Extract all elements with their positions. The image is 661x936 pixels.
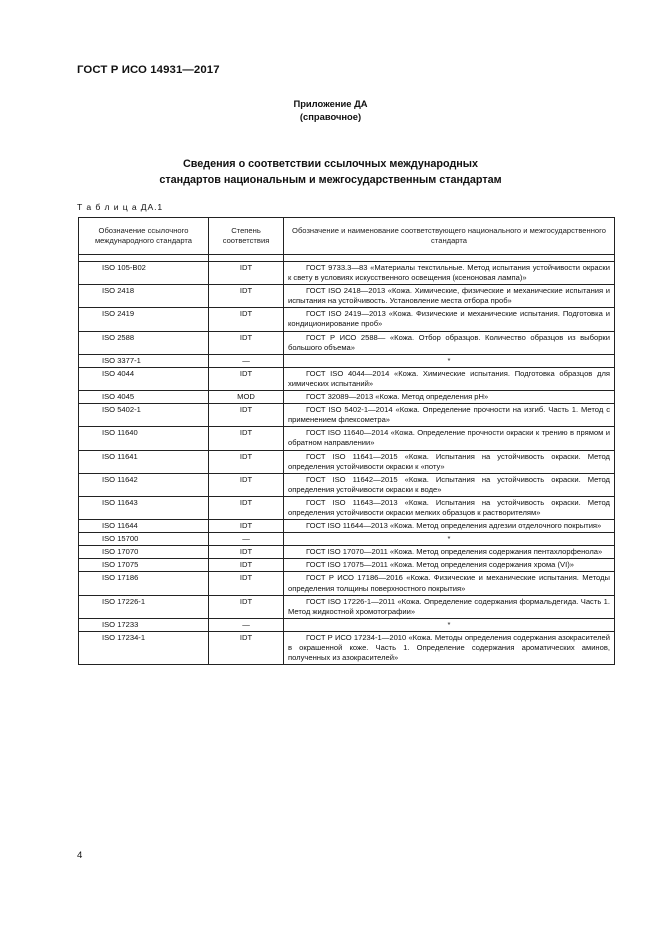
table-row bbox=[79, 595, 615, 618]
cell-international-standard: ISO 17186 bbox=[79, 572, 209, 595]
table-row bbox=[79, 404, 615, 427]
section-title-line-2: стандартов национальным и межгосударственным стандартам bbox=[159, 174, 502, 186]
table-row bbox=[79, 354, 615, 367]
table-body bbox=[79, 255, 615, 665]
column-header-national: Обозначение и наименование соответствующего национального и межгосударственного стандарта bbox=[284, 218, 615, 255]
table-row bbox=[79, 546, 615, 559]
cell-international-standard: ISO 17234-1 bbox=[79, 631, 209, 664]
cell-degree: MOD bbox=[209, 391, 284, 404]
table-row bbox=[79, 520, 615, 533]
cell-degree: IDT bbox=[209, 262, 284, 285]
table-row bbox=[79, 618, 615, 631]
cell-international-standard: ISO 11640 bbox=[79, 427, 209, 450]
table-header-row bbox=[79, 218, 615, 255]
table-row bbox=[79, 285, 615, 308]
document-code: ГОСТ Р ИСО 14931—2017 bbox=[77, 64, 220, 76]
cell-national-standard: ГОСТ ISO 11643—2013 «Кожа. Испытания на устойчивость окраски. Метод определения устойчивости окраски мелких образцов к растворителям» bbox=[284, 496, 615, 519]
cell-degree: IDT bbox=[209, 559, 284, 572]
cell-international-standard: ISO 11642 bbox=[79, 473, 209, 496]
cell-degree: IDT bbox=[209, 473, 284, 496]
cell-international-standard: ISO 2418 bbox=[79, 285, 209, 308]
annex-title: Приложение ДА bbox=[293, 98, 368, 109]
cell-international-standard: ISO 4044 bbox=[79, 367, 209, 390]
cell-international-standard: ISO 5402-1 bbox=[79, 404, 209, 427]
cell-degree: IDT bbox=[209, 427, 284, 450]
table-row bbox=[79, 533, 615, 546]
cell-national-standard: * bbox=[284, 533, 615, 546]
cell-national-standard: ГОСТ ISO 11641—2015 «Кожа. Испытания на устойчивость окраски. Метод определения устойчивости окраски к «поту» bbox=[284, 450, 615, 473]
cell-international-standard: ISO 15700 bbox=[79, 533, 209, 546]
cell-international-standard: ISO 17070 bbox=[79, 546, 209, 559]
cell-national-standard: ГОСТ ISO 17226-1—2011 «Кожа. Определение содержания формальдегида. Часть 1. Метод жидкостной хромотографии» bbox=[284, 595, 615, 618]
cell-national-standard: ГОСТ ISO 5402-1—2014 «Кожа. Определение прочности на изгиб. Часть 1. Метод с применением флексометра» bbox=[284, 404, 615, 427]
table-row bbox=[79, 496, 615, 519]
cell-national-standard: ГОСТ ISO 11642—2015 «Кожа. Испытания на устойчивость окраски. Метод определения устойчивости окраски к воде» bbox=[284, 473, 615, 496]
cell-degree: IDT bbox=[209, 367, 284, 390]
cell-national-standard: ГОСТ ISO 2419—2013 «Кожа. Физические и механические испытания. Подготовка и кондиционирование проб» bbox=[284, 308, 615, 331]
cell-degree: — bbox=[209, 354, 284, 367]
table-row bbox=[79, 391, 615, 404]
cell-degree: — bbox=[209, 618, 284, 631]
cell-degree: IDT bbox=[209, 572, 284, 595]
cell-international-standard: ISO 17233 bbox=[79, 618, 209, 631]
cell-national-standard: ГОСТ 9733.3—83 «Материалы текстильные. Метод испытания устойчивости окраски к свету в условиях искусственного освещения (ксеноновая лампа)» bbox=[284, 262, 615, 285]
cell-international-standard: ISO 11644 bbox=[79, 520, 209, 533]
table-label: Т а б л и ц а ДА.1 bbox=[77, 202, 164, 212]
table-row bbox=[79, 572, 615, 595]
table-row bbox=[79, 559, 615, 572]
cell-international-standard: ISO 2588 bbox=[79, 331, 209, 354]
cell-national-standard: ГОСТ Р ИСО 2588— «Кожа. Отбор образцов. Количество образцов из выборки большого объема» bbox=[284, 331, 615, 354]
cell-degree: IDT bbox=[209, 496, 284, 519]
cell-international-standard: ISO 105-B02 bbox=[79, 262, 209, 285]
cell-degree: IDT bbox=[209, 331, 284, 354]
cell-international-standard: ISO 2419 bbox=[79, 308, 209, 331]
table-row bbox=[79, 331, 615, 354]
cell-degree: IDT bbox=[209, 450, 284, 473]
cell-degree: IDT bbox=[209, 546, 284, 559]
cell-national-standard: ГОСТ 32089—2013 «Кожа. Метод определения pH» bbox=[284, 391, 615, 404]
table-spacer-row bbox=[79, 255, 615, 262]
table-row bbox=[79, 473, 615, 496]
section-title-line-1: Сведения о соответствии ссылочных международных bbox=[182, 158, 479, 170]
table-row bbox=[79, 631, 615, 664]
cell-national-standard: ГОСТ ISO 2418—2013 «Кожа. Химические, физические и механические испытания и испытания на устойчивость. Установление места отбора проб» bbox=[284, 285, 615, 308]
table-row bbox=[79, 262, 615, 285]
cell-national-standard: ГОСТ ISO 11640—2014 «Кожа. Определение прочности окраски к трению в прямом и обратном направлении» bbox=[284, 427, 615, 450]
cell-international-standard: ISO 17075 bbox=[79, 559, 209, 572]
cell-national-standard: * bbox=[284, 354, 615, 367]
table-row bbox=[79, 450, 615, 473]
cell-national-standard: ГОСТ ISO 17075—2011 «Кожа. Метод определения содержания хрома (VI)» bbox=[284, 559, 615, 572]
cell-international-standard: ISO 11641 bbox=[79, 450, 209, 473]
cell-national-standard: * bbox=[284, 618, 615, 631]
annex-subtitle: (справочное) bbox=[299, 111, 362, 122]
page-number: 4 bbox=[77, 850, 83, 861]
cell-degree: IDT bbox=[209, 631, 284, 664]
cell-national-standard: ГОСТ Р ИСО 17234-1—2010 «Кожа. Методы определения содержания азокрасителей в окрашенной коже. Часть 1. Определение содержания ароматических аминов, полученных из азокрасителей» bbox=[284, 631, 615, 664]
table-row bbox=[79, 308, 615, 331]
cell-national-standard: ГОСТ Р ИСО 17186—2016 «Кожа. Физические и механические испытания. Методы определения толщины поверхностного покрытия» bbox=[284, 572, 615, 595]
table-row bbox=[79, 427, 615, 450]
cell-international-standard: ISO 11643 bbox=[79, 496, 209, 519]
cell-national-standard: ГОСТ ISO 4044—2014 «Кожа. Химические испытания. Подготовка образцов для химических испытаний» bbox=[284, 367, 615, 390]
cell-international-standard: ISO 3377-1 bbox=[79, 354, 209, 367]
column-header-international: Обозначение ссылочного международного стандарта bbox=[79, 218, 209, 255]
cell-international-standard: ISO 17226-1 bbox=[79, 595, 209, 618]
cell-degree: IDT bbox=[209, 308, 284, 331]
cell-degree: IDT bbox=[209, 285, 284, 308]
cell-degree: IDT bbox=[209, 404, 284, 427]
cell-degree: — bbox=[209, 533, 284, 546]
column-header-degree: Степень соответствия bbox=[209, 218, 284, 255]
cell-degree: IDT bbox=[209, 520, 284, 533]
correspondence-table bbox=[78, 217, 615, 665]
cell-international-standard: ISO 4045 bbox=[79, 391, 209, 404]
cell-national-standard: ГОСТ ISO 11644—2013 «Кожа. Метод определения адгезии отделочного покрытия» bbox=[284, 520, 615, 533]
cell-degree: IDT bbox=[209, 595, 284, 618]
table-row bbox=[79, 367, 615, 390]
cell-national-standard: ГОСТ ISO 17070—2011 «Кожа. Метод определения содержания пентахлорфенола» bbox=[284, 546, 615, 559]
